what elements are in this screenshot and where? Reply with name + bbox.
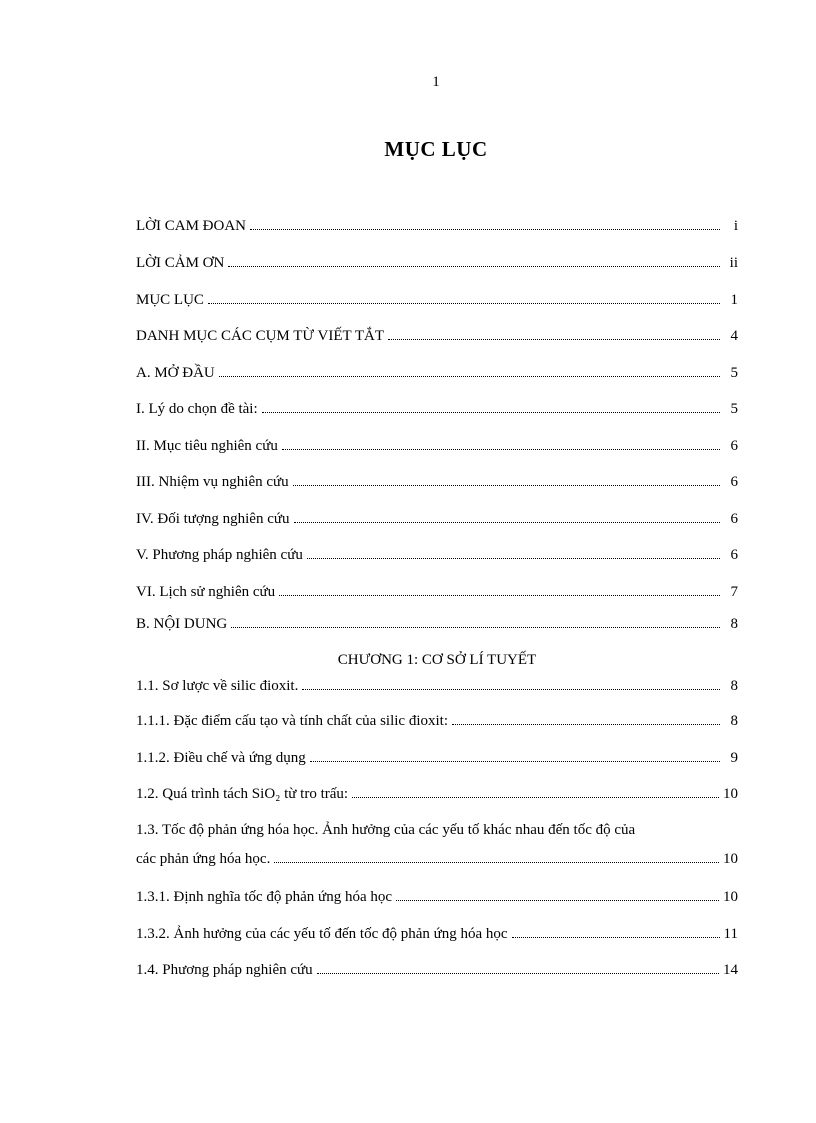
dot-leader <box>452 714 720 725</box>
toc-entry <box>136 511 738 528</box>
toc-entry-label: II. Mục tiêu nghiên cứu <box>136 438 278 454</box>
toc-entry-wrapped <box>136 816 738 874</box>
toc-entry-page: i <box>733 218 738 234</box>
dot-leader <box>317 963 719 974</box>
toc-entry-label: I. Lý do chọn đề tài: <box>136 401 258 417</box>
toc-entry-page: 5 <box>730 401 738 417</box>
dot-leader <box>282 439 720 450</box>
toc-entry <box>136 292 738 309</box>
toc-entry-page: 6 <box>730 438 738 454</box>
toc-entry-page: 10 <box>723 786 738 802</box>
toc-entry-label: V. Phương pháp nghiên cứu <box>136 547 303 563</box>
toc-entry-label: III. Nhiệm vụ nghiên cứu <box>136 474 289 490</box>
toc-entry-page: 8 <box>730 616 738 632</box>
dot-leader <box>293 475 720 486</box>
toc-entry-label: LỜI CẢM ƠN <box>136 255 225 271</box>
toc-entry <box>136 401 738 418</box>
dot-leader <box>250 219 720 230</box>
toc-entry-page: 8 <box>730 678 738 694</box>
chapter-heading: CHƯƠNG 1: CƠ SỞ LÍ TUYẾT <box>337 652 537 668</box>
dot-leader <box>294 512 721 523</box>
dot-leader <box>262 402 720 413</box>
toc-entry <box>136 750 738 767</box>
dot-leader <box>219 366 720 377</box>
dot-leader <box>396 890 719 901</box>
dot-leader <box>512 927 720 938</box>
toc-entry <box>136 786 738 803</box>
dot-leader <box>302 679 720 690</box>
toc-entry-label: 1.3.2. Ảnh hưởng của các yếu tố đến tốc độ phản ứng hóa học <box>136 926 508 942</box>
dot-leader <box>231 617 720 628</box>
page-number: 1 <box>432 74 440 90</box>
dot-leader <box>274 852 719 863</box>
toc-entry <box>136 218 738 235</box>
toc-entry-label: 1.2. Quá trình tách SiO₂ từ tro trấu: <box>136 786 349 802</box>
toc-entry-page: 1 <box>730 292 738 308</box>
toc-entry-label: MỤC LỤC <box>136 292 204 308</box>
toc-entry-label: LỜI CAM ĐOAN <box>136 218 246 234</box>
toc-entry-label: IV. Đối tượng nghiên cứu <box>136 511 290 527</box>
toc-entry <box>136 926 738 943</box>
toc-entry-label: DANH MỤC CÁC CỤM TỪ VIẾT TẮT <box>136 328 385 344</box>
toc-entry-label-line2: các phản ứng hóa học. <box>136 851 271 867</box>
dot-leader <box>279 585 720 596</box>
toc-entry <box>136 889 738 906</box>
toc-entry <box>136 438 738 455</box>
dot-leader <box>310 751 720 762</box>
toc-entry-line2 <box>136 845 738 874</box>
toc-entry-page: 11 <box>723 926 738 942</box>
toc-entry-label-line1: 1.3. Tốc độ phản ứng hóa học. Ảnh hưởng của các yếu tố khác nhau đến tốc độ của <box>136 822 636 838</box>
toc-entry <box>136 474 738 491</box>
dot-leader <box>388 329 720 340</box>
toc-entry-page: 9 <box>730 750 738 766</box>
toc-entry-label: B. NỘI DUNG <box>136 616 228 632</box>
toc-entry-page: 5 <box>730 365 738 381</box>
toc-entry-page: 7 <box>730 584 738 600</box>
toc-entry-label: 1.3.1. Định nghĩa tốc độ phản ứng hóa học <box>136 889 393 905</box>
toc-entry-label: VI. Lịch sử nghiên cứu <box>136 584 276 600</box>
toc-entry-label: 1.4. Phương pháp nghiên cứu <box>136 962 313 978</box>
toc-entry-label: A. MỞ ĐẦU <box>136 365 215 381</box>
dot-leader <box>352 787 719 798</box>
toc-title: MỤC LỤC <box>384 137 488 161</box>
toc-entry-page: ii <box>729 255 738 271</box>
dot-leader <box>208 293 720 304</box>
toc-entry-page: 14 <box>723 962 738 978</box>
toc-entry-page: 8 <box>730 713 738 729</box>
toc-entry-label: 1.1.1. Đặc điểm cấu tạo và tính chất của silic đioxit: <box>136 713 448 729</box>
toc-entry <box>136 678 738 695</box>
toc-entry-label: 1.1.2. Điều chế và ứng dụng <box>136 750 306 766</box>
toc-entry <box>136 962 738 979</box>
toc-entry-label: 1.1. Sơ lược về silic đioxit. <box>136 678 299 694</box>
toc-entry <box>136 713 738 730</box>
toc-entry-page: 6 <box>730 547 738 563</box>
toc-entry <box>136 365 738 382</box>
dot-leader <box>307 548 720 559</box>
toc-entry-page: 10 <box>723 889 738 905</box>
toc-entry <box>136 616 738 633</box>
toc-entry-page: 4 <box>730 328 738 344</box>
toc-entry-page: 6 <box>730 474 738 490</box>
toc-entry <box>136 547 738 564</box>
dot-leader <box>228 256 720 267</box>
toc-entry <box>136 255 738 272</box>
toc-entry-page: 6 <box>730 511 738 527</box>
toc-entry-page: 10 <box>723 851 738 867</box>
toc-entry <box>136 328 738 345</box>
toc-entry <box>136 584 738 601</box>
